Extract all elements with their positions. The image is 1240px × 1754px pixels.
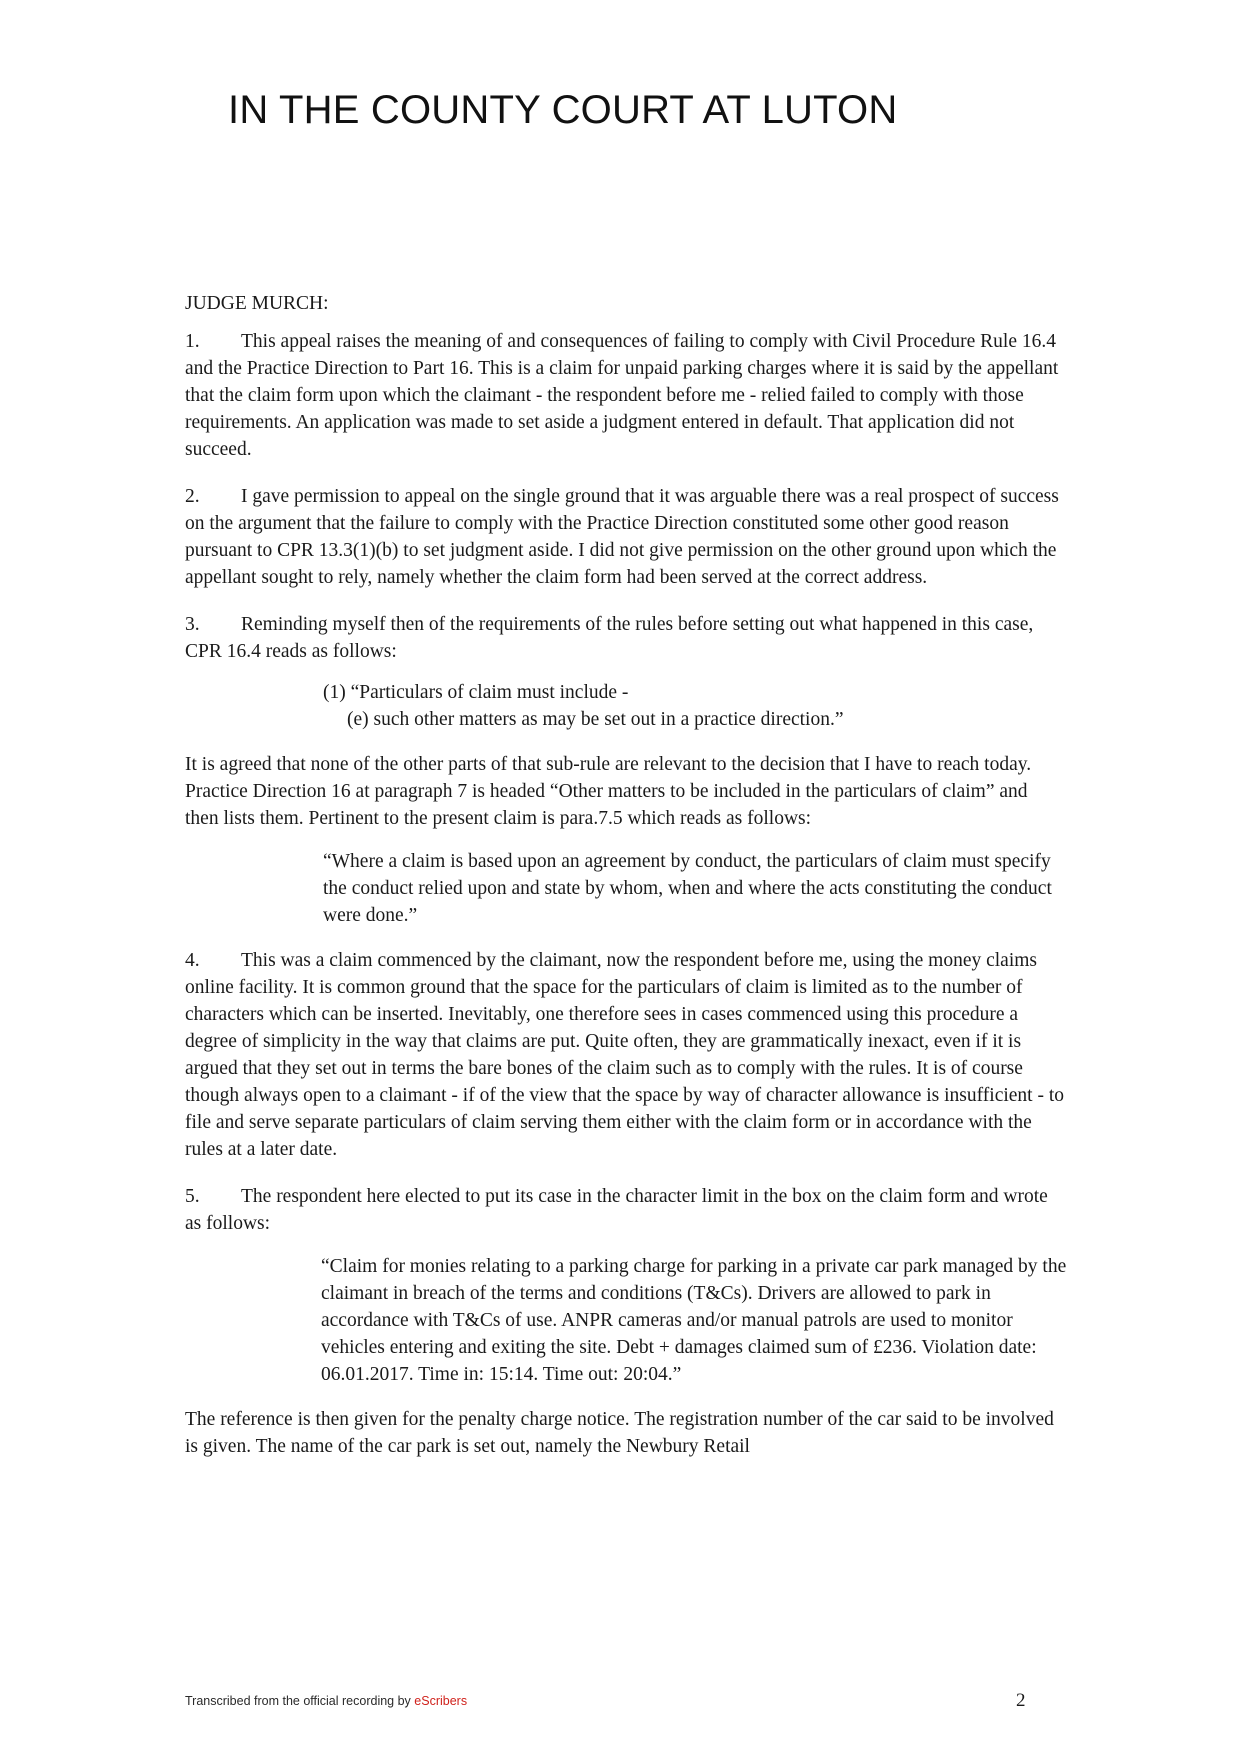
cpr-16-4-quote	[323, 679, 1065, 733]
paragraph-3	[185, 611, 1065, 665]
paragraph-3-continuation: It is agreed that none of the other parts of that sub-rule are relevant to the decision that I have to reach today. Practice Direction 16 at paragraph 7 is headed “Other matters to be included in the particulars of claim” and then lists them. Pertinent to the present claim is para.7.5 which reads as follows:	[185, 754, 1032, 829]
paragraph-text: This appeal raises the meaning of and consequences of failing to comply with Civil Procedure Rule 16.4 and the Practice Direction to Part 16. This is a claim for unpaid parking charges where it is said by the appellant that the claim form upon which the claimant - the respondent before me - relied failed to comply with those requirements. An application was made to set aside a judgment entered in default. That application did not succeed.	[185, 331, 1059, 460]
paragraph-1	[185, 328, 1065, 463]
page-number: 2	[1016, 1690, 1026, 1711]
paragraph-2	[185, 483, 1065, 591]
paragraph-5-continuation: The reference is then given for the penalty charge notice. The registration number of the car said to be involved is given. The name of the car park is set out, namely the Newbury Retail	[185, 1409, 1054, 1457]
paragraph-number: 4.	[185, 950, 200, 971]
quote-subitem: (e) such other matters as may be set out in a practice direction.”	[347, 709, 844, 730]
court-title: IN THE COUNTY COURT AT LUTON	[228, 88, 898, 132]
transcription-note	[185, 1694, 467, 1708]
paragraph-text: Reminding myself then of the requirements of the rules before setting out what happened in this case, CPR 16.4 reads as follows:	[185, 614, 1034, 662]
paragraph-number: 3.	[185, 614, 200, 635]
paragraph-text: The respondent here elected to put its case in the character limit in the box on the claim form and wrote as follows:	[185, 1186, 1048, 1234]
paragraph-text: This was a claim commenced by the claimant, now the respondent before me, using the money claims online facility. It is common ground that the space for the particulars of claim is limited as to the number of characters which can be inserted. Inevitably, one therefore sees in cases commenced using this procedure a degree of simplicity in the way that claims are put. Quite often, they are grammatically inexact, even if it is argued that they set out in terms the bare bones of the claim such as to comply with the rules. It is of course though always open to a claimant - if of the view that the space by way of character allowance is insufficient - to file and serve separate particulars of claim serving them either with the claim form or in accordance with the rules at a later date.	[185, 950, 1064, 1160]
paragraph-text: I gave permission to appeal on the single ground that it was arguable there was a real prospect of success on the argument that the failure to comply with the Practice Direction constituted some other good reason pursuant to CPR 13.3(1)(b) to set judgment aside. I did not give permission on the other ground upon which the appellant sought to rely, namely whether the claim form had been served at the correct address.	[185, 486, 1059, 588]
quote-item: (1) “Particulars of claim must include -	[323, 682, 629, 703]
speaker-heading: JUDGE MURCH:	[185, 293, 329, 314]
claim-form-quote: “Claim for monies relating to a parking charge for parking in a private car park managed by the claimant in breach of the terms and conditions (T&Cs). Drivers are allowed to park in accordance with T&Cs of use. ANPR cameras and/or manual patrols are used to monitor vehicles entering and exiting the site. Debt + damages claimed sum of £236. Violation date: 06.01.2017. Time in: 15:14. Time out: 20:04.”	[321, 1256, 1067, 1385]
judgment-body	[185, 290, 1065, 1480]
paragraph-5	[185, 1183, 1065, 1237]
transcriber-name: eScribers	[414, 1694, 468, 1708]
practice-direction-quote: “Where a claim is based upon an agreement by conduct, the particulars of claim must specify the conduct relied upon and state by whom, when and where the acts constituting the conduct were done.”	[323, 851, 1052, 926]
paragraph-4	[185, 947, 1065, 1163]
paragraph-number: 2.	[185, 486, 200, 507]
paragraph-number: 1.	[185, 331, 200, 352]
transcription-prefix: Transcribed from the official recording by	[185, 1694, 415, 1708]
paragraph-number: 5.	[185, 1186, 200, 1207]
